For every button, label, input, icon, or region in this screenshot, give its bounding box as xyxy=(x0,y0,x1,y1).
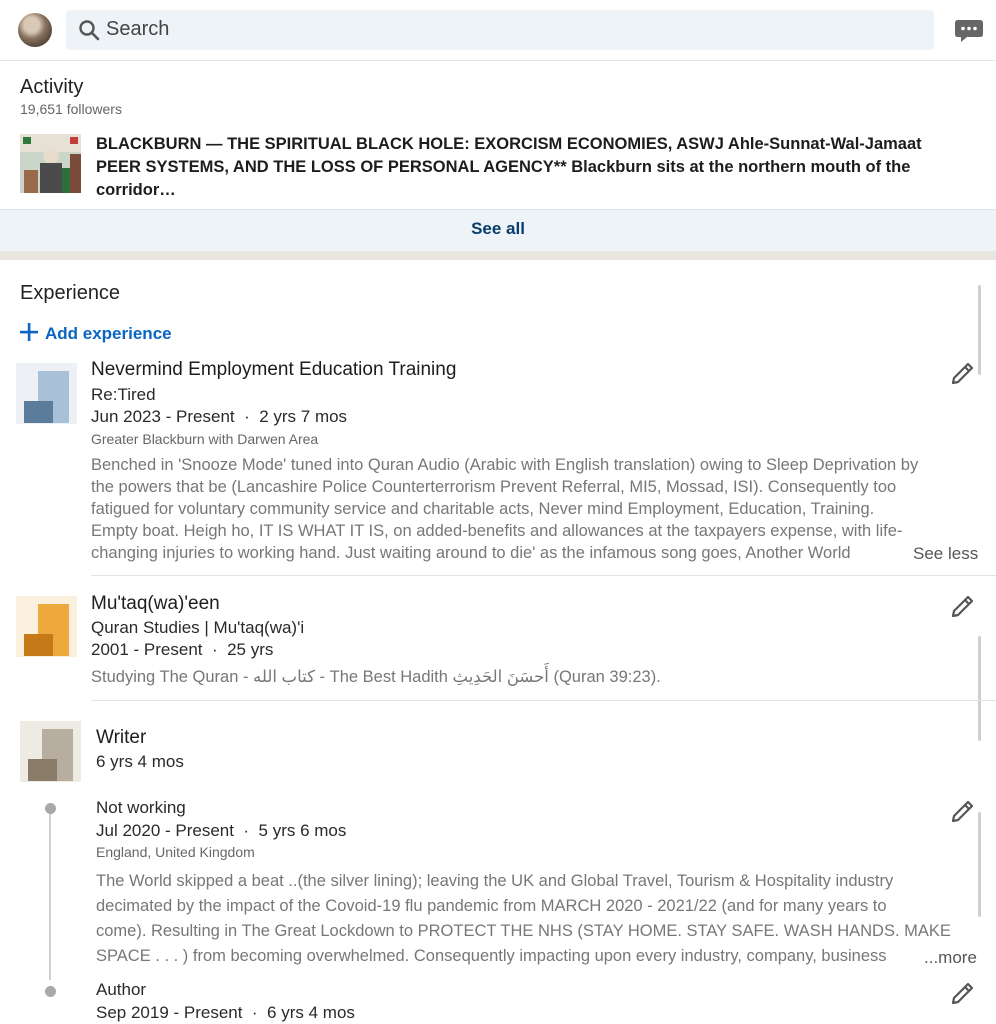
description-line: changing injuries to working hand. Just waiting around to die' as the infamous song goes, Another World xyxy=(91,544,851,562)
experience-location-1: Greater Blackburn with Darwen Area xyxy=(91,431,319,447)
experience-dates-2: 2001 - Present · 25 yrs xyxy=(91,640,274,659)
description-line: The World skipped a beat ..(the silver lining); leaving the UK and Global Travel, Tourism & Hospitality industry xyxy=(96,872,894,890)
company-logo-icon xyxy=(20,721,81,782)
company-logo-icon xyxy=(16,596,77,657)
timeline-dot xyxy=(45,803,56,814)
role-title-author[interactable]: Author xyxy=(96,980,147,999)
activity-title: Activity xyxy=(20,76,84,98)
timeline-dot xyxy=(45,986,56,997)
section-divider xyxy=(0,251,996,260)
experience-duration-3: 6 yrs 4 mos xyxy=(96,752,184,771)
description-line: Benched in 'Snooze Mode' tuned into Quran Audio (Arabic with English translation) owing to Sleep Deprivation by xyxy=(91,456,919,474)
edit-pencil-icon[interactable] xyxy=(949,592,977,620)
experience-title: Experience xyxy=(20,282,121,304)
role-dates-not-working: Jul 2020 - Present · 5 yrs 6 mos xyxy=(96,821,347,840)
see-all-button[interactable]: See all xyxy=(471,219,525,238)
search-placeholder: Search xyxy=(106,18,170,40)
see-more-link[interactable]: ...more xyxy=(924,948,977,967)
description-line: the powers that be (Lancashire Police Counterterrorism Prevent Referral, MI5, Mossad, ISI). Consequently too xyxy=(91,478,897,496)
experience-title-3[interactable]: Writer xyxy=(96,727,147,748)
search-icon xyxy=(78,19,100,41)
experience-role-2: Quran Studies | Mu'taq(wa)'i xyxy=(91,618,305,637)
item-divider xyxy=(91,575,996,576)
description-line: Empty boat. Heigh ho, IT IS WHAT IT IS, on added-benefits and allowances at the taxpayers expense, with life- xyxy=(91,522,903,540)
messaging-icon[interactable] xyxy=(954,18,984,44)
experience-title-2[interactable]: Mu'taq(wa)'een xyxy=(91,593,220,614)
item-divider xyxy=(91,700,996,701)
followers-count: 19,651 followers xyxy=(20,101,122,117)
edit-pencil-icon[interactable] xyxy=(949,359,977,387)
role-dates-author: Sep 2019 - Present · 6 yrs 4 mos xyxy=(96,1003,355,1022)
description-line: come). Resulting in The Great Lockdown to PROTECT THE NHS (STAY HOME. STAY SAFE. WASH HANDS. MAKE xyxy=(96,922,951,940)
search-input[interactable] xyxy=(66,10,934,50)
role-title-not-working[interactable]: Not working xyxy=(96,798,186,817)
experience-title-1[interactable]: Nevermind Employment Education Training xyxy=(91,359,457,380)
description-line: decimated by the impact of the Covoid-19 flu pandemic from MARCH 2020 - 2021/22 (and for many years to xyxy=(96,897,887,915)
role-location-not-working: England, United Kingdom xyxy=(96,844,255,860)
see-less-link[interactable]: See less xyxy=(913,544,979,563)
add-experience-label: Add experience xyxy=(45,324,172,343)
timeline-line xyxy=(49,812,51,980)
role-description-not-working xyxy=(96,869,981,969)
experience-role-1: Re:Tired xyxy=(91,385,156,404)
experience-description-1 xyxy=(91,454,981,564)
edit-pencil-icon[interactable] xyxy=(949,979,977,1007)
add-experience-button[interactable] xyxy=(20,321,172,344)
avatar[interactable] xyxy=(18,13,52,47)
activity-post-text[interactable]: BLACKBURN — THE SPIRITUAL BLACK HOLE: EXORCISM ECONOMIES, ASWJ Ahle-Sunnat-Wal-Jamaat PEER SYSTEMS, AND THE LOSS OF PERSONAL AGENCY** Blackburn sits at the northern mouth of the corridor… xyxy=(96,135,922,199)
description-line: fatigued for voluntary community service and charitable acts, Never mind Employment, Education, Training. xyxy=(91,500,875,518)
scrollbar[interactable] xyxy=(978,285,981,375)
company-logo-icon xyxy=(16,363,77,424)
experience-dates-1: Jun 2023 - Present · 2 yrs 7 mos xyxy=(91,407,348,426)
scrollbar[interactable] xyxy=(978,636,981,741)
post-thumbnail[interactable] xyxy=(20,134,81,193)
experience-description-2: Studying The Quran - كتاب الله - The Best Hadith أَحسَنَ الحَدِيثِ (Quran 39:23). xyxy=(91,668,661,686)
edit-pencil-icon[interactable] xyxy=(949,797,977,825)
plus-icon xyxy=(20,323,38,341)
description-line: SPACE . . . ) from becoming overwhelmed. Consequently impacting upon every industry, company, business xyxy=(96,947,887,965)
